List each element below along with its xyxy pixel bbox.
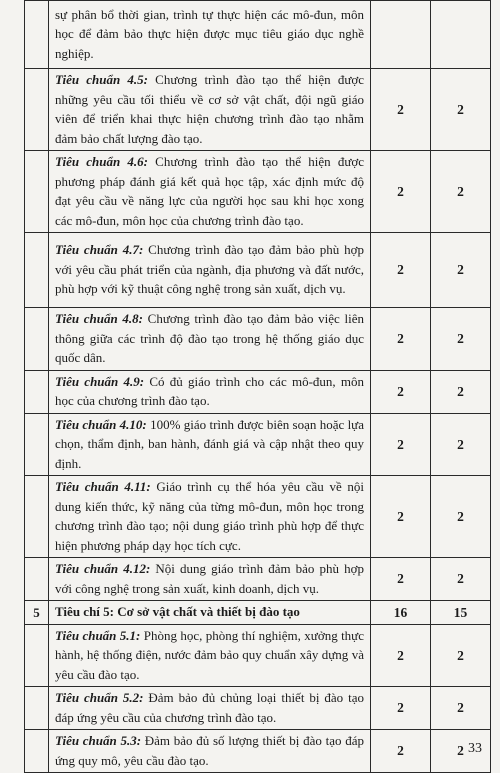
- score-self: 2: [371, 476, 431, 558]
- standard-label: Tiêu chuẩn 4.9:: [55, 373, 145, 389]
- row-number: [25, 370, 49, 413]
- group-score-self: 16: [371, 601, 431, 625]
- criterion-cell: [49, 624, 371, 687]
- standard-label: Tiêu chuẩn 4.10:: [55, 416, 147, 432]
- standard-text: Chương trình đào tạo đảm bảo phù hợp với yêu cầu phát triển của ngành, địa phương và đất nước, phù hợp với kỹ thuật công nghệ trong sản xuất, dịch vụ.: [55, 242, 365, 297]
- criterion-cell: [49, 687, 371, 730]
- table-row: [25, 730, 491, 773]
- table-row: [25, 370, 491, 413]
- score-review: 2: [431, 558, 491, 601]
- score-self: 2: [371, 370, 431, 413]
- criterion-cell: [49, 730, 371, 773]
- standard-text: Chương trình đào tạo thể hiện được phương pháp đánh giá kết quả học tập, xác định mức độ đạt yêu cầu về năng lực của người học sau khi học xong các mô-đun, môn học của chương trình đào tạo.: [55, 154, 365, 228]
- score-self: 2: [371, 233, 431, 308]
- criterion-text: sự phân bổ thời gian, trình tự thực hiện các mô-đun, môn học để đảm bảo thực hiện được mục tiêu giáo dục nghề nghiệp.: [55, 6, 364, 61]
- standard-label: Tiêu chuẩn 5.3:: [55, 733, 142, 748]
- score-review: 2: [431, 69, 491, 151]
- table-row: [25, 1, 491, 69]
- score-review: 2: [431, 308, 491, 371]
- criterion-cell: [49, 151, 371, 233]
- standard-text: Đảm bảo đủ số lượng thiết bị đào tạo đáp ứng quy mô, yêu cầu đào tạo.: [55, 733, 364, 768]
- standard-text: Có đủ giáo trình cho các mô-đun, môn học của chương trình đào tạo.: [55, 373, 364, 408]
- group-number: 5: [25, 601, 49, 625]
- row-number: [25, 558, 49, 601]
- criterion-cell: [49, 558, 371, 601]
- standard-text: Nội dung giáo trình đảm bảo phù hợp với công nghệ trong sản xuất, kinh doanh, dịch vụ.: [55, 561, 364, 596]
- standard-label: Tiêu chuẩn 4.6:: [55, 154, 148, 169]
- row-number: [25, 624, 49, 687]
- score-self: 2: [371, 730, 431, 773]
- score-review: 2: [431, 687, 491, 730]
- standard-label: Tiêu chuẩn 4.11:: [55, 479, 151, 494]
- table-row: [25, 476, 491, 558]
- table-row: [25, 151, 491, 233]
- criterion-cell: [49, 69, 371, 151]
- row-number: [25, 476, 49, 558]
- criterion-group-row: [25, 601, 491, 625]
- standard-text: Giáo trình cụ thể hóa yêu cầu về nội dung kiến thức, kỹ năng của từng mô-đun, môn học trong chương trình đào tạo; nội dung giáo trình phù hợp để thực hiện phương pháp dạy học tích cực.: [55, 479, 364, 553]
- standard-text: Phòng học, phòng thí nghiệm, xưởng thực hành, hệ thống điện, nước đảm bảo quy chuẩn xây dựng và yêu cầu đào tạo.: [55, 627, 365, 682]
- criterion-cell: [49, 308, 371, 371]
- standard-label: Tiêu chuẩn 5.2:: [55, 690, 144, 705]
- row-number: [25, 233, 49, 308]
- table-row: [25, 308, 491, 371]
- standard-label: Tiêu chuẩn 4.12:: [55, 561, 151, 576]
- standard-text: Chương trình đào tạo thể hiện được những yêu cầu tối thiểu về cơ sở vật chất, đội ngũ giáo viên để triển khai thực hiện chương trình đào tạo nhằm đảm bảo chất lượng đào tạo.: [55, 72, 365, 146]
- score-review: 2: [431, 730, 491, 773]
- standard-label: Tiêu chuẩn 4.5:: [55, 72, 148, 87]
- page-number: 33: [468, 741, 482, 756]
- criterion-cell: [49, 476, 371, 558]
- row-number: [25, 730, 49, 773]
- table-row: [25, 558, 491, 601]
- score-self: 2: [371, 308, 431, 371]
- score-self: 2: [371, 558, 431, 601]
- criteria-table: [24, 0, 491, 773]
- row-number: [25, 1, 49, 69]
- standard-label: Tiêu chuẩn 4.7:: [55, 242, 144, 258]
- score-review: 2: [431, 624, 491, 687]
- criterion-cell: [49, 1, 371, 69]
- group-title: Tiêu chí 5: Cơ sở vật chất và thiết bị đào tạo: [55, 604, 300, 619]
- table-row: [25, 624, 491, 687]
- score-self: 2: [371, 624, 431, 687]
- table-row: [25, 687, 491, 730]
- row-number: [25, 413, 49, 476]
- group-title-cell: [49, 601, 371, 625]
- score-review: 2: [431, 370, 491, 413]
- criterion-cell: [49, 233, 371, 308]
- score-self: 2: [371, 413, 431, 476]
- row-number: [25, 151, 49, 233]
- score-review: 2: [431, 233, 491, 308]
- table-row: [25, 233, 491, 308]
- standard-label: Tiêu chuẩn 5.1:: [55, 627, 141, 643]
- score-review: 2: [431, 476, 491, 558]
- criterion-cell: [49, 413, 371, 476]
- group-score-review: 15: [431, 601, 491, 625]
- standard-label: Tiêu chuẩn 4.8:: [55, 311, 143, 326]
- row-number: [25, 69, 49, 151]
- score-review: 2: [431, 151, 491, 233]
- score-review: 2: [431, 413, 491, 476]
- criterion-cell: [49, 370, 371, 413]
- table-row: [25, 413, 491, 476]
- row-number: [25, 687, 49, 730]
- table-row: [25, 69, 491, 151]
- standard-text: Đảm bảo đủ chủng loại thiết bị đào tạo đáp ứng yêu cầu của chương trình đào tạo.: [55, 690, 364, 725]
- score-self: 2: [371, 151, 431, 233]
- score-self: 2: [371, 687, 431, 730]
- score-self: [371, 1, 431, 69]
- score-review: [431, 1, 491, 69]
- score-self: 2: [371, 69, 431, 151]
- row-number: [25, 308, 49, 371]
- standard-text: Chương trình đào tạo đảm bảo việc liên thông giữa các trình độ đào tạo trong hệ thống giáo dục quốc dân.: [55, 311, 364, 365]
- standard-text: 100% giáo trình được biên soạn hoặc lựa chọn, thẩm định, ban hành, đánh giá và cập nhật theo quy định.: [55, 416, 364, 471]
